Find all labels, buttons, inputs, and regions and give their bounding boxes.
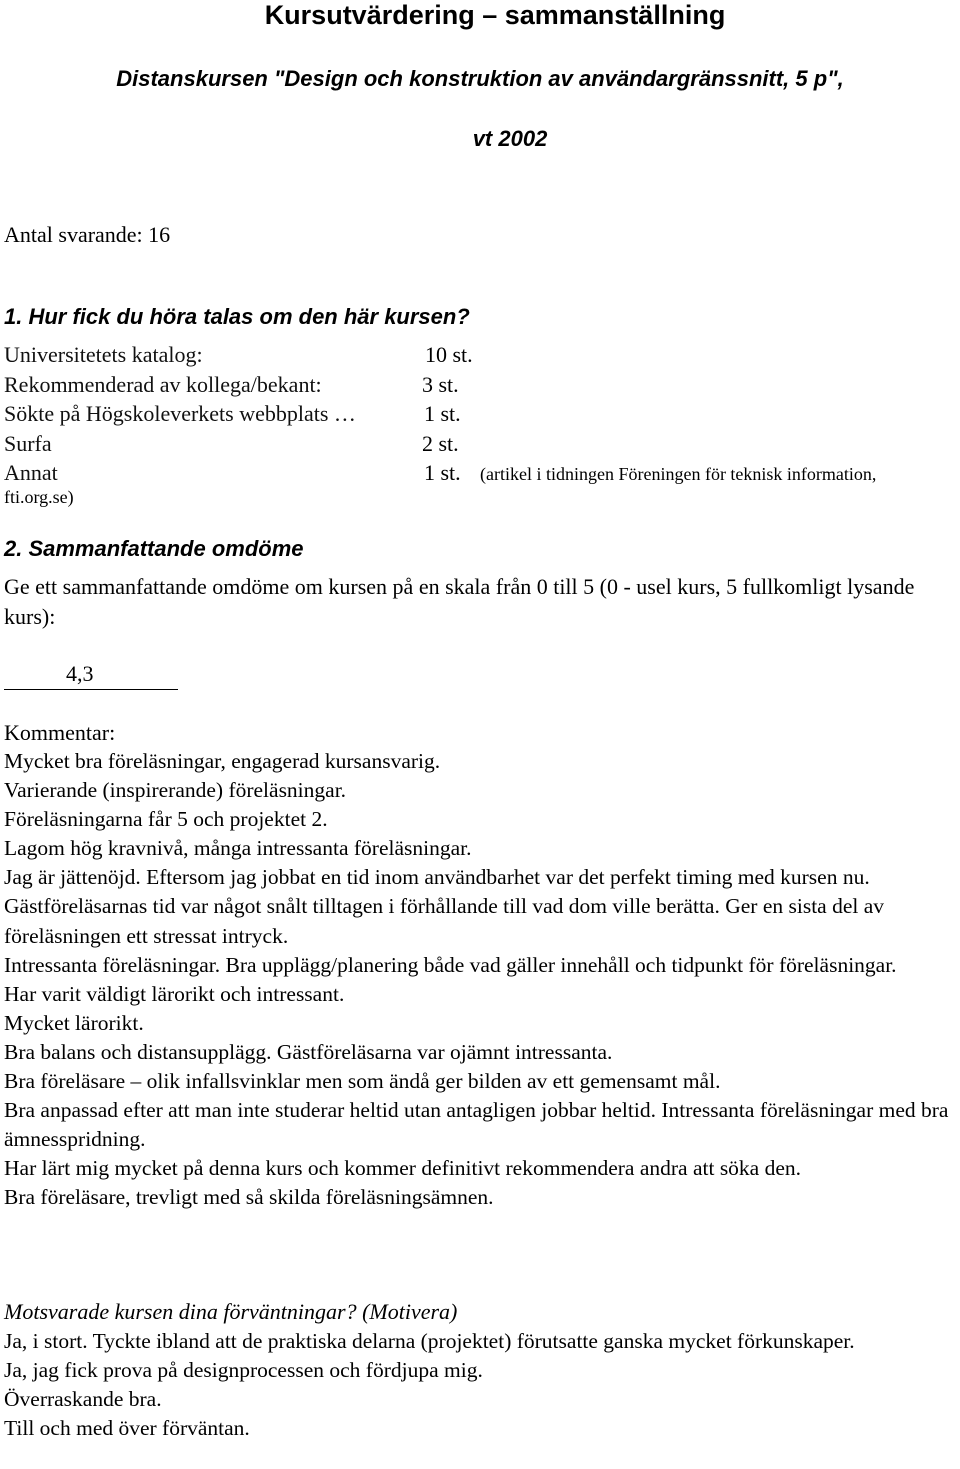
answer-item: Överraskande bra. — [4, 1387, 162, 1412]
result-row — [4, 429, 960, 459]
question-1-heading: 1. Hur fick du höra talas om den här kursen? — [4, 304, 470, 329]
comment-item: Varierande (inspirerande) föreläsningar. — [4, 778, 347, 803]
result-label: Sökte på Högskoleverkets webbplats … — [4, 401, 356, 426]
answer-item: Till och med över förväntan. — [4, 1416, 250, 1441]
result-row — [4, 399, 960, 429]
comment-list — [4, 747, 960, 1213]
comment-item: Jag är jättenöjd. Eftersom jag jobbat en tid inom användbarhet var det perfekt timing med kursen nu. — [4, 865, 870, 890]
question-2-prompt: Ge ett sammanfattande omdöme om kursen på en skala från 0 till 5 (0 - usel kurs, 5 fullkomligt lysande kurs): — [4, 574, 915, 629]
comment-item: Bra föreläsare – olik infallsvinklar men som ändå ger bilden av ett gemensamt mål. — [4, 1069, 721, 1094]
result-note-continued: fti.org.se) — [4, 487, 74, 507]
course-subtitle: Distanskursen "Design och konstruktion av användargränssnitt, 5 p", — [116, 66, 844, 91]
comment-item: Gästföreläsarnas tid var något snålt tilltagen i förhållande till vad dom ville berätta. Ger en sista del av föreläsningen ett stressat intryck. — [4, 894, 885, 948]
rating-value: 4,3 — [66, 661, 94, 686]
document-title: Kursutvärdering – sammanställning — [264, 0, 726, 30]
course-term: vt 2002 — [472, 126, 548, 151]
comment-item: Bra anpassad efter att man inte studerar heltid utan antagligen jobbar heltid. Intressanta föreläsningar med bra ämnesspridning. — [4, 1098, 949, 1152]
result-row — [4, 370, 960, 400]
result-count: 3 st. — [422, 371, 459, 397]
result-row — [4, 340, 960, 370]
comment-item: Bra balans och distansupplägg. Gästföreläsarna var ojämnt intressanta. — [4, 1039, 613, 1064]
result-count: 2 st. — [422, 430, 459, 456]
result-count: 1 st. — [424, 460, 461, 485]
result-count: 10 st. — [425, 342, 473, 367]
expectations-answer-list — [4, 1327, 960, 1443]
comment-item: Intressanta föreläsningar. Bra upplägg/planering både vad gäller innehåll och tidpunkt för föreläsningar. — [4, 952, 897, 977]
comment-item: Bra föreläsare, trevligt med så skilda föreläsningsämnen. — [4, 1185, 494, 1210]
result-row — [4, 458, 960, 488]
question-2-heading: 2. Sammanfattande omdöme — [4, 536, 304, 561]
result-label: Annat — [4, 460, 58, 485]
respondent-count: Antal svarande: 16 — [4, 222, 171, 247]
comment-item: Föreläsningarna får 5 och projektet 2. — [4, 807, 328, 832]
result-count: 1 st. — [424, 401, 461, 426]
comment-item: Har varit väldigt lärorikt och intressant. — [4, 981, 345, 1006]
answer-item: Ja, jag fick prova på designprocessen och fördjupa mig. — [4, 1358, 483, 1383]
question-1-results — [4, 340, 960, 488]
comment-item: Mycket bra föreläsningar, engagerad kursansvarig. — [4, 749, 441, 773]
result-label: Universitetets katalog: — [4, 342, 203, 367]
rating-field — [4, 659, 178, 690]
answer-item: Ja, i stort. Tyckte ibland att de praktiska delarna (projektet) förutsatte ganska mycket förkunskaper. — [4, 1329, 855, 1353]
result-label: Rekommenderad av kollega/bekant: — [4, 371, 322, 397]
expectations-question: Motsvarade kursen dina förväntningar? (Motivera) — [4, 1299, 458, 1324]
comment-item: Lagom hög kravnivå, många intressanta föreläsningar. — [4, 836, 472, 861]
result-note: (artikel i tidningen Föreningen för teknisk information, — [480, 464, 877, 484]
comment-label: Kommentar: — [4, 720, 116, 745]
comment-item: Har lärt mig mycket på denna kurs och kommer definitivt rekommendera andra att söka den. — [4, 1156, 802, 1181]
comment-item: Mycket lärorikt. — [4, 1010, 144, 1035]
result-label: Surfa — [4, 430, 52, 456]
